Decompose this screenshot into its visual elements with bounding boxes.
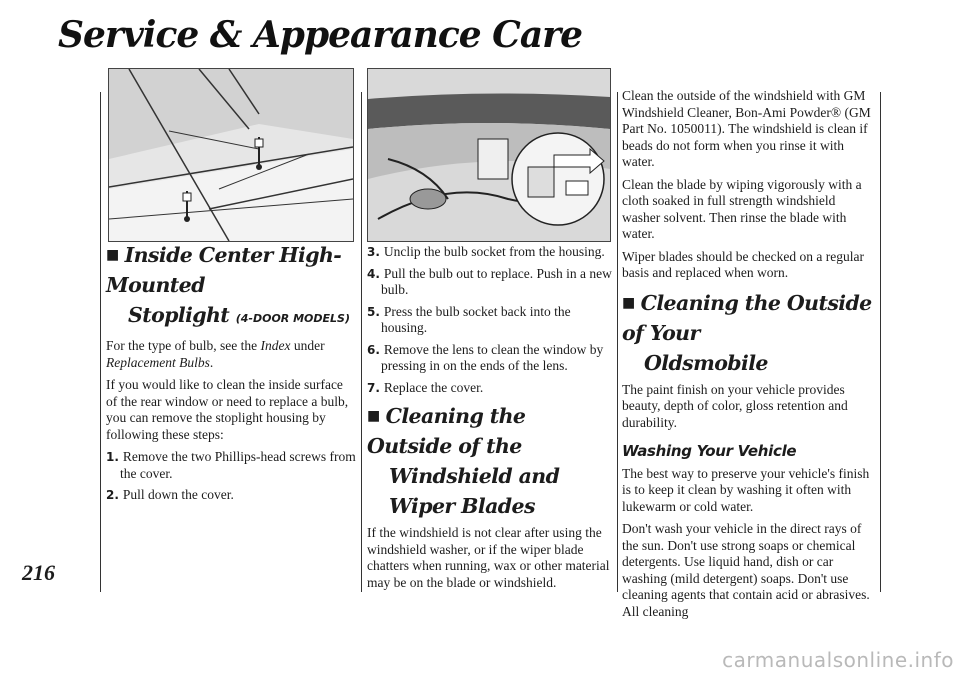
paragraph: The paint finish on your vehicle provides beauty, depth of color, gloss retention and durability.	[622, 381, 848, 430]
step-item: 1. Remove the two Phillips-head screws from the cover.	[106, 449, 356, 481]
paragraph: For the type of bulb, see the Index under Replacement Bulbs.	[106, 338, 325, 370]
paragraph: Wiper blades should be checked on a regular basis and replaced when worn.	[622, 248, 864, 280]
column-rule-right	[880, 92, 881, 592]
step-item: 4. Pull the bulb out to replace. Push in a new bulb.	[367, 265, 612, 297]
step-item: 7. Replace the cover.	[367, 379, 484, 395]
column-3	[622, 88, 874, 626]
column-rule-left	[100, 92, 101, 592]
column-rule-mid2	[617, 92, 618, 592]
site-watermark: carmanualsonline.info	[722, 648, 954, 672]
stoplight-cover-drawing	[109, 69, 353, 241]
square-bullet-icon: ■	[622, 294, 635, 311]
page-header-title: Service & Appearance Care	[58, 14, 583, 56]
paragraph: If the windshield is not clear after using the windshield washer, or if the wiper blade chatters when running, wax or other material may be on the blade or windshield.	[367, 525, 610, 590]
paragraph: If you would like to clean the inside surface of the rear window or need to replace a bulb, you can remove the stoplight housing by following these steps:	[106, 377, 349, 442]
stoplight-cover-illustration	[108, 68, 354, 242]
square-bullet-icon: ■	[367, 408, 380, 424]
column-2	[367, 244, 613, 597]
page-number: 216	[22, 560, 55, 585]
steps-list	[106, 449, 356, 504]
paragraph: Don't wash your vehicle in the direct rays of the sun. Don't use strong soaps or chemical detergents. Use liquid hand, dish or car washing (mild detergent) soaps. Don't use cleaning agents that contain acid or abrasives. All cleaning	[622, 521, 870, 619]
model-note: (4-DOOR MODELS)	[235, 312, 350, 325]
subheading-washing: Washing Your Vehicle	[622, 442, 797, 460]
bulb-socket-illustration	[367, 68, 611, 242]
step-item: 2. Pull down the cover.	[106, 487, 234, 502]
paragraph: Clean the outside of the windshield with GM Windshield Cleaner, Bon-Ami Powder® (GM Part No. 1050011). The windshield is clean if beads do not form when you rinse it with water.	[622, 88, 871, 169]
paragraph: Clean the blade by wiping vigorously with a cloth soaked in full strength windshield washer solvent. Then rinse the blade with water.	[622, 176, 862, 241]
steps-list	[367, 244, 613, 396]
square-bullet-icon: ■	[106, 247, 119, 263]
section-heading-windshield: ■ Cleaning the Outside of the Windshield and Wiper Blades	[367, 404, 560, 518]
paragraph: The best way to preserve your vehicle's finish is to keep it clean by washing it often with lukewarm or cold water.	[622, 465, 870, 514]
step-item: 5. Press the bulb socket back into the housing.	[367, 303, 571, 335]
step-item: 3. Unclip the bulb socket from the housing.	[367, 244, 605, 259]
section-heading-oldsmobile: ■ Cleaning the Outside of Your Oldsmobile	[622, 290, 872, 375]
column-rule-mid1	[361, 92, 362, 592]
section-heading-stoplight: ■ Inside Center High-Mounted Stoplight (4-DOOR MODELS)	[106, 243, 350, 327]
bulb-socket-drawing	[368, 69, 610, 241]
column-1	[106, 240, 356, 509]
step-item: 6. Remove the lens to clean the window by pressing in on the ends of the lens.	[367, 341, 604, 373]
